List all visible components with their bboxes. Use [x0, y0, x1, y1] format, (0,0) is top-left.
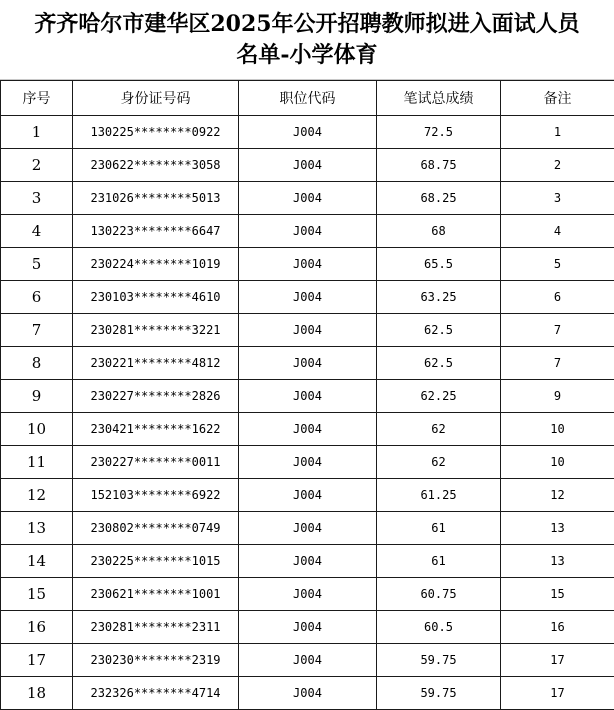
cell-id-number: 230103********4610 — [73, 281, 239, 314]
cell-seq: 5 — [1, 248, 73, 281]
cell-position-code: J004 — [239, 281, 377, 314]
cell-seq: 8 — [1, 347, 73, 380]
table-row — [1, 380, 614, 413]
cell-written-score: 62 — [377, 446, 501, 479]
cell-remark: 17 — [501, 644, 614, 677]
cell-position-code: J004 — [239, 479, 377, 512]
cell-position-code: J004 — [239, 578, 377, 611]
cell-written-score: 59.75 — [377, 644, 501, 677]
table-row — [1, 248, 614, 281]
cell-remark: 4 — [501, 215, 614, 248]
cell-position-code: J004 — [239, 644, 377, 677]
cell-written-score: 61 — [377, 512, 501, 545]
page-title — [0, 0, 614, 80]
cell-written-score: 60.75 — [377, 578, 501, 611]
cell-seq: 3 — [1, 182, 73, 215]
table-row — [1, 512, 614, 545]
table-header-row — [1, 81, 614, 116]
cell-written-score: 68.25 — [377, 182, 501, 215]
cell-written-score: 61.25 — [377, 479, 501, 512]
header-seq: 序号 — [1, 81, 73, 116]
cell-position-code: J004 — [239, 380, 377, 413]
cell-id-number: 230221********4812 — [73, 347, 239, 380]
cell-id-number: 130223********6647 — [73, 215, 239, 248]
cell-seq: 16 — [1, 611, 73, 644]
header-remark: 备注 — [501, 81, 614, 116]
cell-position-code: J004 — [239, 611, 377, 644]
cell-seq: 7 — [1, 314, 73, 347]
cell-written-score: 62.5 — [377, 347, 501, 380]
header-id-number: 身份证号码 — [73, 81, 239, 116]
table-row — [1, 611, 614, 644]
table-row — [1, 413, 614, 446]
cell-remark: 7 — [501, 314, 614, 347]
candidate-table — [0, 80, 614, 710]
cell-seq: 15 — [1, 578, 73, 611]
table-row — [1, 347, 614, 380]
table-row — [1, 281, 614, 314]
cell-remark: 2 — [501, 149, 614, 182]
table-row — [1, 545, 614, 578]
cell-position-code: J004 — [239, 116, 377, 149]
cell-remark: 15 — [501, 578, 614, 611]
cell-id-number: 230421********1622 — [73, 413, 239, 446]
cell-id-number: 231026********5013 — [73, 182, 239, 215]
cell-written-score: 62.5 — [377, 314, 501, 347]
cell-seq: 6 — [1, 281, 73, 314]
table-body — [1, 116, 614, 710]
cell-written-score: 68.75 — [377, 149, 501, 182]
cell-seq: 4 — [1, 215, 73, 248]
cell-id-number: 130225********0922 — [73, 116, 239, 149]
cell-position-code: J004 — [239, 314, 377, 347]
cell-position-code: J004 — [239, 347, 377, 380]
cell-id-number: 230224********1019 — [73, 248, 239, 281]
cell-position-code: J004 — [239, 182, 377, 215]
cell-seq: 1 — [1, 116, 73, 149]
header-written-score: 笔试总成绩 — [377, 81, 501, 116]
cell-position-code: J004 — [239, 677, 377, 710]
cell-position-code: J004 — [239, 545, 377, 578]
cell-id-number: 230227********2826 — [73, 380, 239, 413]
cell-remark: 5 — [501, 248, 614, 281]
cell-seq: 13 — [1, 512, 73, 545]
table-row — [1, 149, 614, 182]
cell-seq: 14 — [1, 545, 73, 578]
cell-remark: 7 — [501, 347, 614, 380]
cell-remark: 9 — [501, 380, 614, 413]
cell-id-number: 230281********2311 — [73, 611, 239, 644]
cell-written-score: 60.5 — [377, 611, 501, 644]
cell-position-code: J004 — [239, 248, 377, 281]
cell-id-number: 230225********1015 — [73, 545, 239, 578]
table-row — [1, 644, 614, 677]
title-line-1: 齐齐哈尔市建华区2025年公开招聘教师拟进入面试人员 — [0, 9, 614, 40]
cell-seq: 11 — [1, 446, 73, 479]
cell-seq: 9 — [1, 380, 73, 413]
cell-written-score: 61 — [377, 545, 501, 578]
table-row — [1, 446, 614, 479]
table-row — [1, 116, 614, 149]
cell-seq: 12 — [1, 479, 73, 512]
cell-position-code: J004 — [239, 512, 377, 545]
cell-seq: 17 — [1, 644, 73, 677]
cell-position-code: J004 — [239, 215, 377, 248]
cell-remark: 12 — [501, 479, 614, 512]
cell-remark: 10 — [501, 413, 614, 446]
cell-written-score: 72.5 — [377, 116, 501, 149]
title-line-2: 名单-小学体育 — [0, 40, 614, 71]
cell-remark: 6 — [501, 281, 614, 314]
cell-remark: 16 — [501, 611, 614, 644]
table-row — [1, 578, 614, 611]
cell-id-number: 152103********6922 — [73, 479, 239, 512]
cell-written-score: 62.25 — [377, 380, 501, 413]
table-row — [1, 182, 614, 215]
cell-remark: 10 — [501, 446, 614, 479]
cell-written-score: 59.75 — [377, 677, 501, 710]
cell-remark: 1 — [501, 116, 614, 149]
cell-remark: 13 — [501, 512, 614, 545]
cell-id-number: 230281********3221 — [73, 314, 239, 347]
cell-id-number: 230622********3058 — [73, 149, 239, 182]
cell-written-score: 63.25 — [377, 281, 501, 314]
cell-remark: 3 — [501, 182, 614, 215]
cell-written-score: 68 — [377, 215, 501, 248]
cell-position-code: J004 — [239, 149, 377, 182]
cell-remark: 13 — [501, 545, 614, 578]
cell-seq: 2 — [1, 149, 73, 182]
cell-position-code: J004 — [239, 413, 377, 446]
table-row — [1, 314, 614, 347]
cell-id-number: 230802********0749 — [73, 512, 239, 545]
cell-seq: 18 — [1, 677, 73, 710]
table-row — [1, 479, 614, 512]
cell-remark: 17 — [501, 677, 614, 710]
cell-id-number: 232326********4714 — [73, 677, 239, 710]
table-row — [1, 215, 614, 248]
cell-written-score: 65.5 — [377, 248, 501, 281]
table-row — [1, 677, 614, 710]
cell-written-score: 62 — [377, 413, 501, 446]
cell-position-code: J004 — [239, 446, 377, 479]
cell-seq: 10 — [1, 413, 73, 446]
cell-id-number: 230230********2319 — [73, 644, 239, 677]
header-position-code: 职位代码 — [239, 81, 377, 116]
cell-id-number: 230227********0011 — [73, 446, 239, 479]
cell-id-number: 230621********1001 — [73, 578, 239, 611]
